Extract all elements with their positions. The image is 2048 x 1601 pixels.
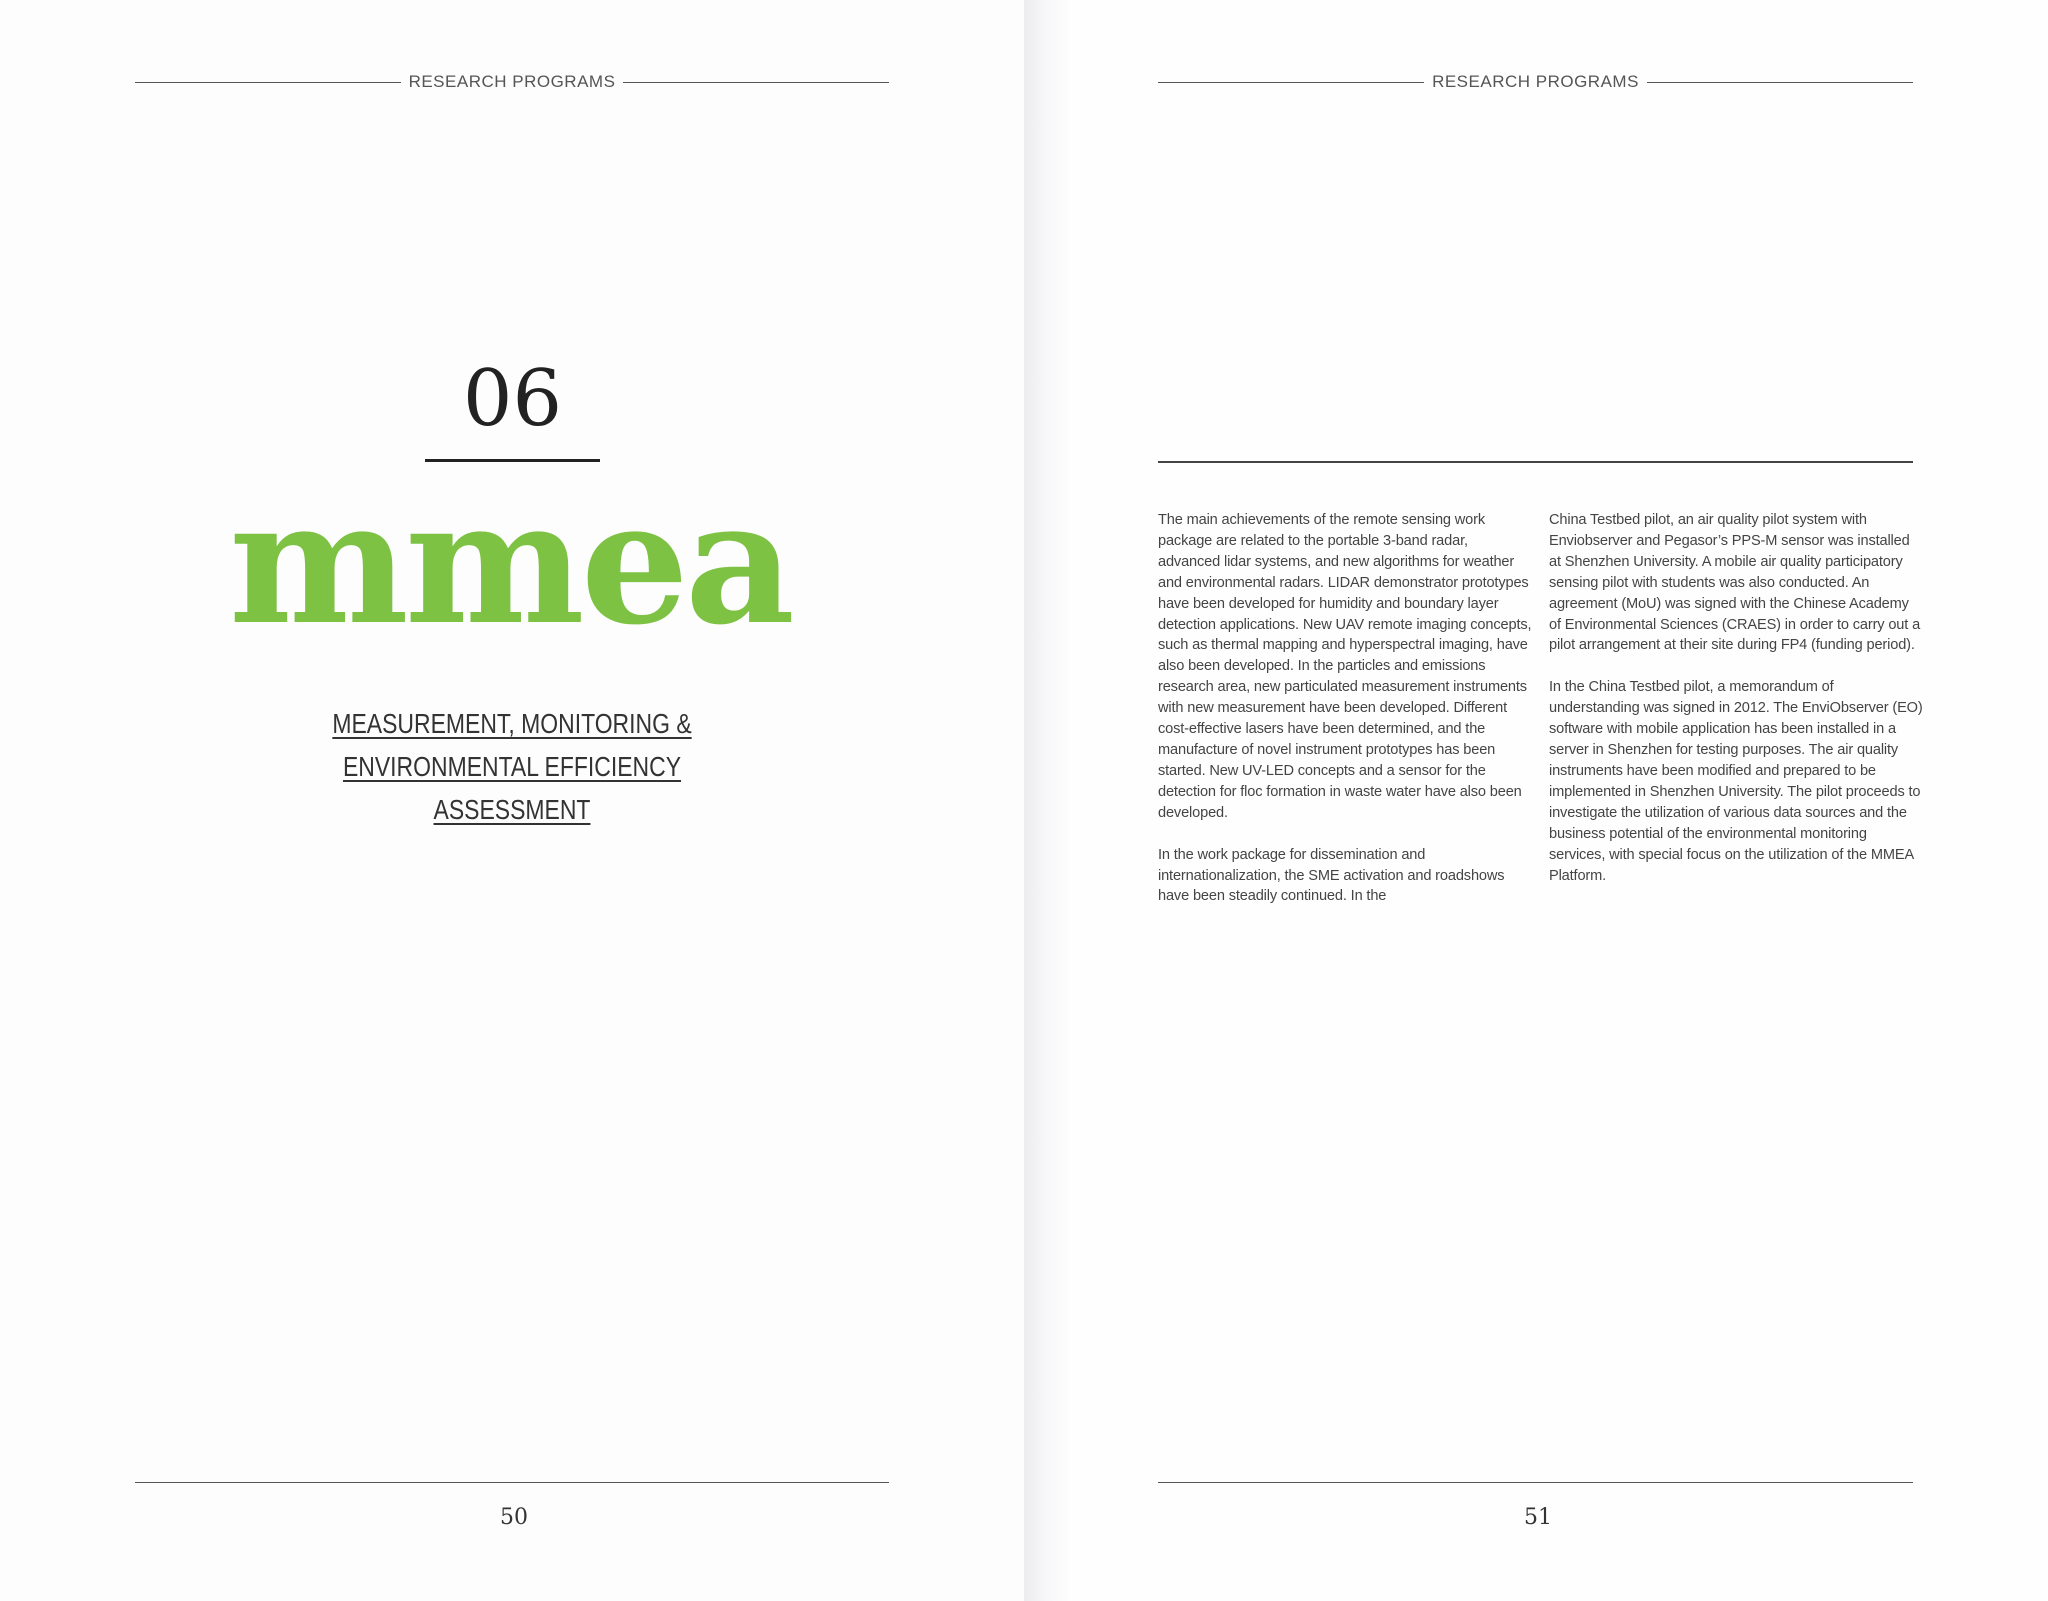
page-number: 50 bbox=[500, 1505, 528, 1530]
body-column-1 bbox=[1158, 510, 1533, 928]
paragraph: In the work package for dissemination and internationalization, the SME activation and roadshows have been steadily continued. In the bbox=[1158, 846, 1505, 905]
program-subtitle bbox=[305, 702, 718, 831]
header-rule bbox=[1158, 82, 1424, 83]
header-rule bbox=[623, 82, 889, 83]
subtitle-line: MEASUREMENT, MONITORING & bbox=[332, 708, 692, 739]
subtitle-line: ENVIRONMENTAL EFFICIENCY bbox=[342, 751, 682, 782]
section-divider bbox=[1158, 461, 1913, 463]
header-rule bbox=[1647, 82, 1913, 83]
paragraph: China Testbed pilot, an air quality pilot system with Enviobserver and Pegasor’s PPS-M sensor was installed at Shenzhen University. A mobile air quality participatory sensing pilot with students was also conducted. An agreement (MoU) was signed with the Chinese Academy of Environmental Sciences (CRAES) in order to carry out a pilot arrangement at their site during FP4 (funding period). bbox=[1549, 512, 1921, 654]
subtitle-line: ASSESSMENT bbox=[433, 794, 591, 825]
footer-rule bbox=[1158, 1482, 1913, 1483]
running-head-left bbox=[135, 70, 889, 94]
paragraph: The main achievements of the remote sensing work package are related to the portable 3-band radar, advanced lidar systems, and new algorithms for weather and environmental radars. LIDAR demonstrator prototypes have been developed for humidity and boundary layer detection applications. New UAV remote imaging concepts, such as thermal mapping and hyperspectral imaging, have also been developed. In the particles and emissions research area, new particulated measurement instruments with new measurement have been developed. Different cost-effective lasers have been determined, and the manufacture of novel instrument prototypes has been started. New UV-LED concepts and a sensor for the detection for floc formation in waste water have also been developed. bbox=[1158, 512, 1532, 821]
footer-rule bbox=[135, 1482, 889, 1483]
program-title: mmea bbox=[228, 463, 792, 663]
running-head-label: RESEARCH PROGRAMS bbox=[408, 72, 616, 91]
chapter-number: 06 bbox=[462, 354, 563, 444]
page-number: 51 bbox=[1524, 1505, 1552, 1530]
header-rule bbox=[135, 82, 401, 83]
paragraph: In the China Testbed pilot, a memorandum of understanding was signed in 2012. The EnviObserver (EO) software with mobile application has been installed in a server in Shenzhen for testing purposes. The air quality instruments have been modified and prepared to be implemented in Shenzhen University. The pilot proceeds to investigate the utilization of various data sources and the business potential of the environmental monitoring services, with special focus on the utilization of the MMEA Platform. bbox=[1549, 679, 1923, 884]
body-column-2 bbox=[1549, 510, 1924, 907]
gutter-shadow bbox=[1024, 0, 1072, 1601]
chapter-underline bbox=[425, 459, 600, 462]
running-head-right bbox=[1158, 70, 1913, 94]
running-head-label: RESEARCH PROGRAMS bbox=[1432, 72, 1639, 91]
